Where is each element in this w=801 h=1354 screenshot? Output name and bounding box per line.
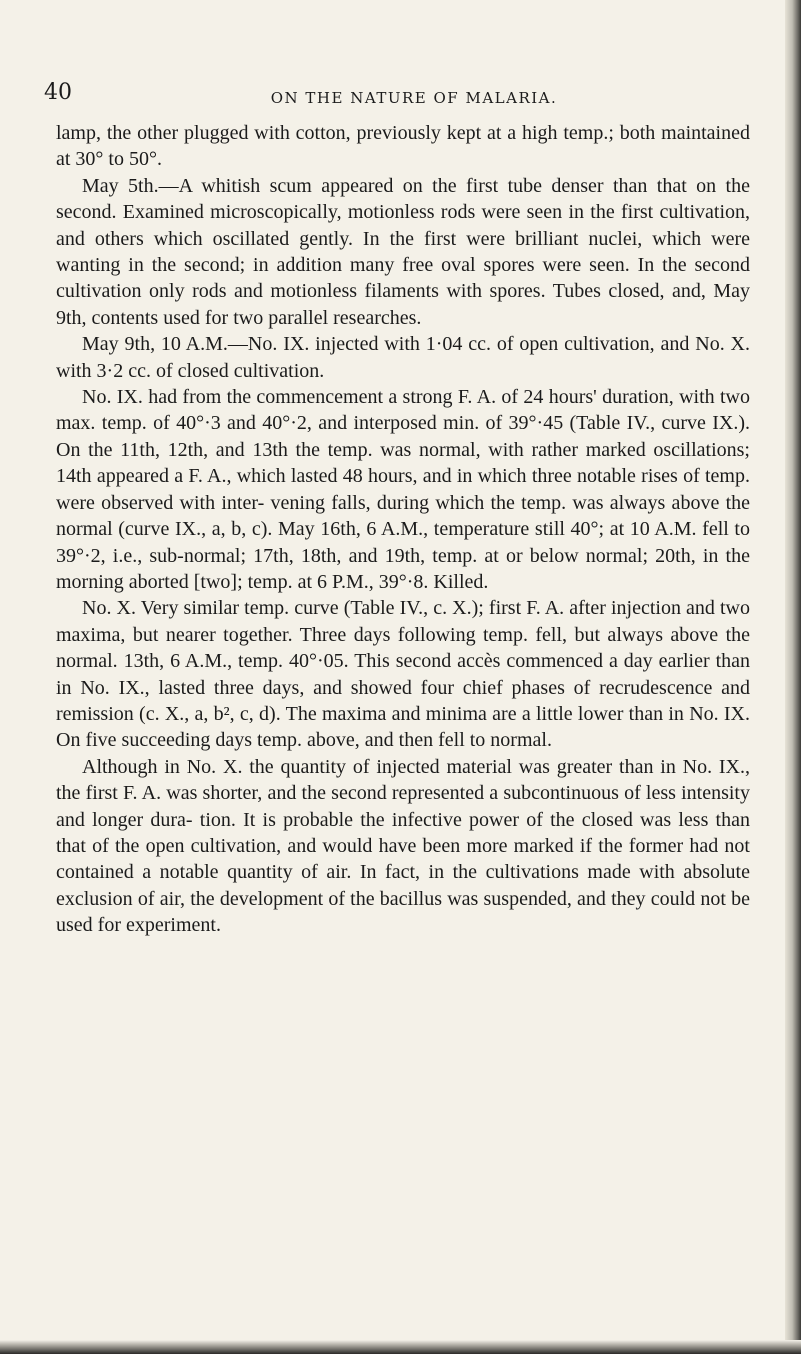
paragraph-may-5th: May 5th.—A whitish scum appeared on the first tube denser than that on the second. Examined microscopically, motionless rods were seen in the first cultivation, and others which oscillated gently. In the first were brilliant nuclei, which were wanting in the second; in addition many free oval spores were seen. In the second cultivation only rods and motionless filaments with spores. Tubes closed, and, May 9th, contents used for two parallel researches. (56, 174, 750, 329)
paragraph-no-x: No. X. Very similar temp. curve (Table IV., c. X.); first F. A. after injection and two maxima, but nearer together. Three days following temp. fell, but always above the normal. 13th, 6 A.M., temp. 40°·05. This second accès commenced a day earlier than in No. IX., lasted three days, and showed four chief phases of recrudescence and remission (c. X., a, b², c, d). The maxima and minima are a little lower than in No. IX. On five succeeding days temp. above, and then fell to normal. (56, 597, 750, 752)
body-text (56, 120, 750, 939)
running-head: ON THE NATURE OF MALARIA. (270, 89, 558, 107)
page-header (44, 80, 744, 110)
paragraph-continuation: lamp, the other plugged with cotton, previously kept at a high temp.; both maintained at 30° to 50°. (56, 122, 750, 171)
paragraph-may-9th: May 9th, 10 A.M.—No. IX. injected with 1·04 cc. of open cultivation, and No. X. with 3·2 cc. of closed cultivation. (56, 333, 750, 382)
page-number: 40 (44, 80, 72, 105)
page-binding-edge (785, 0, 801, 1354)
paragraph-conclusion: Although in No. X. the quantity of injected material was greater than in No. IX., the first F. A. was shorter, and the second represented a subcontinuous of less intensity and longer dura- tion. It is probable the infective power of the closed was less than that of the open cultivation, and would have been more marked if the former had not contained a notable quantity of air. In fact, in the cultivations made with absolute exclusion of air, the development of the bacillus was suspended, and they could not be used for experiment. (56, 755, 750, 937)
paragraph-no-ix: No. IX. had from the commencement a strong F. A. of 24 hours' duration, with two max. temp. of 40°·3 and 40°·2, and interposed min. of 39°·45 (Table IV., curve IX.). On the 11th, 12th, and 13th the temp. was normal, with rather marked oscillations; 14th appeared a F. A., which lasted 48 hours, and in which three notable rises of temp. were observed with inter- vening falls, during which the temp. was always above the normal (curve IX., a, b, c). May 16th, 6 A.M., temperature still 40°; at 10 A.M. fell to 39°·2, i.e., sub-normal; 17th, 18th, and 19th, temp. at or below normal; 20th, in the morning aborted [two]; temp. at 6 P.M., 39°·8. Killed. (56, 386, 750, 593)
page-bottom-edge (0, 1340, 801, 1354)
